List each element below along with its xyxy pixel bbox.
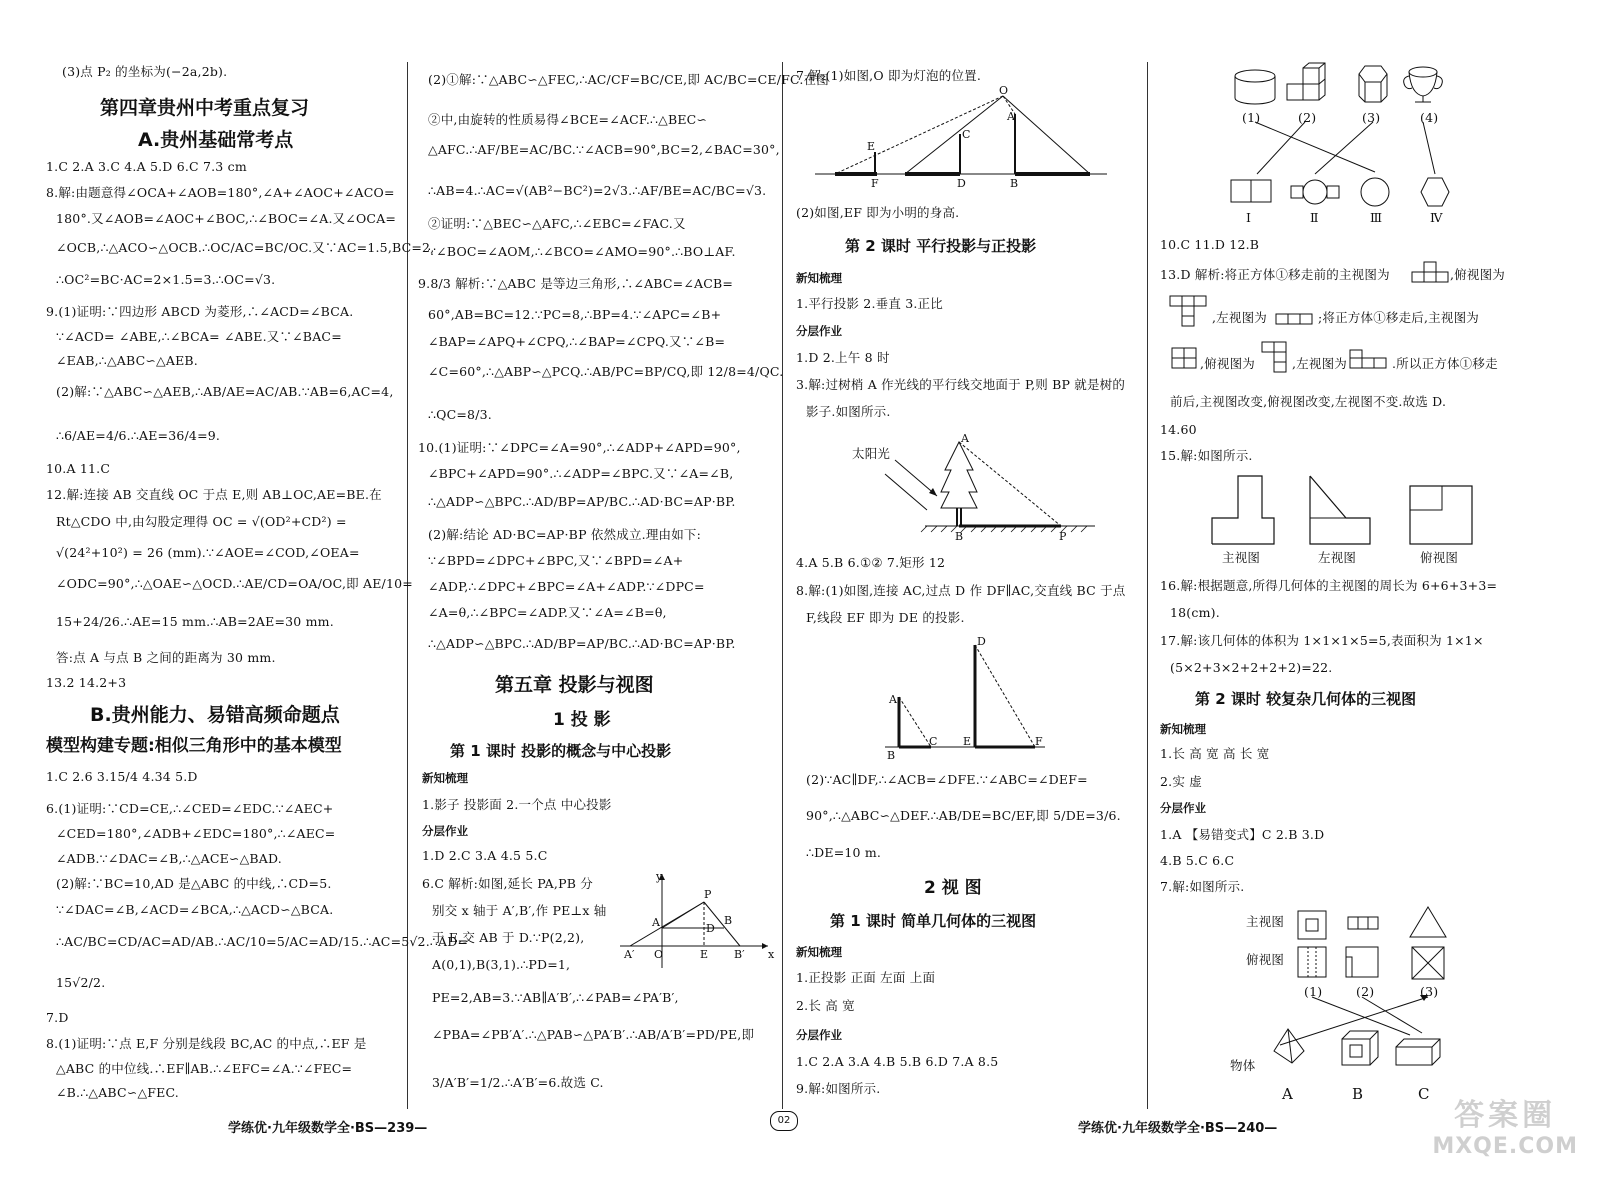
text-line: ②中,由旋转的性质易得∠BCE=∠ACF.∴△BEC∽	[428, 112, 708, 127]
inline-view-icon	[1262, 342, 1290, 376]
text-line: 6.C 解析:如图,延长 PA,PB 分	[422, 876, 593, 891]
svg-text:F: F	[1035, 735, 1043, 748]
model-topic-title: 模型构建专题:相似三角形中的基本模型	[46, 736, 342, 756]
label-view-2: Ⅱ	[1310, 210, 1319, 225]
label-shape-4: (4)	[1420, 110, 1439, 125]
text-line: 90°,∴△ABC∽△DEF.∴AB/DE=BC/EF,即 5/DE=3/6.	[806, 808, 1121, 823]
answer-line: 1.C 2.A 3.C 4.A 5.D 6.C 7.3 cm	[46, 159, 247, 174]
label-view-4: Ⅳ	[1430, 210, 1443, 225]
text-line: ∴△ADP∽△BPC.∴AD/BP=AP/BC.∴AD·BC=AP·BP.	[428, 636, 736, 651]
svg-text:A: A	[652, 916, 660, 929]
svg-text:E: E	[963, 735, 972, 748]
column-divider-2	[782, 62, 783, 1109]
text-line: ∴6/AE=4/6.∴AE=36/4=9.	[56, 428, 221, 443]
lesson-2-title: 第 2 课时 平行投影与正投影	[845, 237, 1037, 255]
label-top-view-row: 俯视图	[1246, 952, 1285, 967]
text-line: PE=2,AB=3.∵AB∥A′B′,∴∠PAB=∠PA′B′,	[432, 990, 679, 1005]
answer-line: 10.A 11.C	[46, 461, 111, 476]
section-b-title: B.贵州能力、易错高频命题点	[90, 704, 340, 726]
answer-line: 13.2 14.2+3	[46, 675, 127, 690]
text-line: 9.(1)证明:∵四边形 ABCD 为菱形,∴∠ACD=∠BCA.	[46, 304, 354, 319]
text-line: 18(cm).	[1170, 605, 1220, 620]
svg-text:F: F	[871, 177, 879, 190]
section-2-title: 2 视 图	[924, 878, 982, 898]
text-line: .所以正方体①移走	[1392, 356, 1498, 371]
text-line: √(24²+10²) = 26 (mm).∵∠AOE=∠COD,∠OEA=	[56, 545, 360, 560]
text-line: (2)①解:∵△ABC∽△FEC,∴AC/CF=BC/CE,即 AC/BC=CE/FC.在图	[428, 72, 829, 87]
label-view-1: Ⅰ	[1246, 210, 1252, 225]
text-line: Rt△CDO 中,由勾股定理得 OC = √(OD²+CD²) =	[56, 514, 347, 529]
lesson-1-title: 第 1 课时 投影的概念与中心投影	[450, 742, 672, 760]
text-line: 1.影子 投影面 2.一个点 中心投影	[422, 797, 612, 812]
label-col-3: (3)	[1420, 984, 1439, 999]
three-views-figure	[1210, 472, 1490, 547]
text-line: ∠OCB,∴△ACO∽△OCB.∴OC/AC=BC/OC.又∵AC=1.5,BC=2,	[56, 240, 435, 255]
text-line: 8.解:(1)如图,连接 AC,过点 D 作 DF∥AC,交直线 BC 于点	[796, 583, 1126, 598]
text-line: 9.解:如图所示.	[796, 1081, 881, 1096]
svg-text:x: x	[768, 948, 775, 961]
answer-line: 1.C 2.6 3.15/4 4.34 5.D	[46, 769, 198, 784]
label-top-view: 俯视图	[1420, 550, 1459, 565]
label-shape-2: (2)	[1298, 110, 1317, 125]
text-line: ∵∠BPD=∠DPC+∠BPC,又∵∠BPD=∠A+	[428, 553, 684, 568]
text-line: 15+24/26.∴AE=15 mm.∴AB=2AE=30 mm.	[56, 614, 334, 629]
label-objects: 物体	[1230, 1058, 1256, 1073]
answer-line: 7.D	[46, 1010, 69, 1025]
answer-line: 4.A 5.B 6.①② 7.矩形 12	[796, 555, 946, 570]
text-line: ∴AB=4.∴AC=√(AB²−BC²)=2√3.∴AF/BE=AC/BC=√3.	[428, 183, 767, 198]
svg-text:E: E	[867, 140, 876, 153]
svg-text:A′: A′	[624, 948, 635, 961]
answer-line: 1.A 【易错变式】C 2.B 3.D	[1160, 827, 1325, 842]
text-line: 3.解:过树梢 A 作光线的平行线交地面于 P,则 BP 就是树的	[796, 377, 1126, 392]
text-line: ∠C=60°,∴△ABP∽△PCQ.∴AB/PC=BP/CQ,即 12/8=4/QC.	[428, 364, 784, 379]
lesson-3-title: 第 1 课时 简单几何体的三视图	[830, 912, 1037, 930]
svg-text:D: D	[706, 922, 715, 935]
sunlight-label: 太阳光	[852, 446, 891, 461]
text-line: ;将正方体①移走后,主视图为	[1318, 310, 1479, 325]
inline-view-icon	[1170, 296, 1210, 332]
text-line: 17.解:该几何体的体积为 1×1×1×5=5,表面积为 1×1×	[1160, 633, 1484, 648]
subheading-homework: 分层作业	[1160, 801, 1206, 815]
subheading-new-knowledge: 新知梳理	[796, 945, 842, 959]
text-line: ∵∠DAC=∠B,∠ACD=∠BCA,∴△ACD∽△BCA.	[56, 902, 334, 917]
subheading-new-knowledge: 新知梳理	[422, 771, 468, 785]
inline-view-icon	[1172, 348, 1198, 370]
text-line: ∠A=θ,∴∠BPC=∠ADP.又∵∠A=∠B=θ,	[428, 605, 667, 620]
text-line: 1.平行投影 2.垂直 3.正比	[796, 296, 943, 311]
watermark-url: MXQE.COM	[1432, 1134, 1578, 1159]
text-line: ∠EAB,∴△ABC∽△AEB.	[56, 353, 198, 368]
label-col-1: (1)	[1304, 984, 1323, 999]
section-1-title: 1 投 影	[553, 710, 611, 730]
text-line: 7.解:(1)如图,O 即为灯泡的位置.	[796, 68, 982, 83]
text-line: 6.(1)证明:∵CD=CE,∴∠CED=∠EDC.∵∠AEC+	[46, 801, 334, 816]
footer-center-number: 02	[777, 1115, 791, 1126]
answer-line: 1.D 2.C 3.A 4.5 5.C	[422, 848, 548, 863]
text-line: A(0,1),B(3,1).∴PD=1,	[432, 957, 571, 972]
text-line: ,俯视图为	[1450, 267, 1505, 282]
svg-text:B: B	[724, 914, 733, 927]
text-line: (2)如图,EF 即为小明的身高.	[796, 205, 960, 220]
text-line: 180°.又∠AOB=∠AOC+∠BOC,∴∠BOC=∠A.又∠OCA=	[56, 211, 397, 226]
label-object-c: C	[1418, 1085, 1430, 1103]
label-shape-3: (3)	[1362, 110, 1381, 125]
text-line: ∠CED=180°,∠ADB+∠EDC=180°,∴∠AEC=	[56, 826, 336, 841]
label-left-view: 左视图	[1318, 550, 1357, 565]
svg-text:A: A	[889, 693, 897, 706]
watermark-text: 答案圈	[1454, 1098, 1557, 1133]
inline-view-icon	[1350, 350, 1390, 372]
text-line: 别交 x 轴于 A′,B′,作 PE⊥x 轴	[432, 903, 607, 918]
text-line: 15√2/2.	[56, 975, 106, 990]
svg-text:D: D	[977, 635, 986, 648]
inline-view-icon	[1276, 306, 1316, 328]
text-line: ∴QC=8/3.	[428, 407, 492, 422]
text-line: 2.实 虚	[1160, 774, 1202, 789]
footer-right-page-number: 学练优·九年级数学全·BS—240—	[1078, 1121, 1278, 1136]
text-line: F,线段 EF 即为 DE 的投影.	[806, 610, 965, 625]
answer-line: 4.B 5.C 6.C	[1160, 853, 1235, 868]
svg-text:B: B	[955, 530, 964, 543]
text-line: 60°,AB=BC=12.∵PC=8,∴BP=4.∵∠APC=∠B+	[428, 307, 722, 322]
text-line: ,左视图为	[1292, 356, 1347, 371]
text-line: ∴OC²=BC·AC=2×1.5=3.∴OC=√3.	[56, 272, 276, 287]
footer-center-badge	[770, 1111, 798, 1131]
section-a-title: A.贵州基础常考点	[138, 129, 294, 151]
subheading-homework: 分层作业	[422, 824, 468, 838]
text-line: 于 E,交 AB 于 D.∵P(2,2),	[432, 930, 585, 945]
coordinate-figure	[620, 870, 775, 970]
subheading-new-knowledge: 新知梳理	[796, 271, 842, 285]
text-line: (2)解:∵BC=10,AD 是△ABC 的中线,∴CD=5.	[56, 876, 332, 891]
subheading-homework: 分层作业	[796, 324, 842, 338]
tree-shadow-figure	[855, 430, 1105, 545]
text-line: 7.解:如图所示.	[1160, 879, 1245, 894]
text-line: ∠B.∴△ABC∽△FEC.	[56, 1085, 179, 1100]
svg-text:C: C	[929, 735, 938, 748]
svg-text:P: P	[704, 888, 712, 901]
subheading-new-knowledge: 新知梳理	[1160, 722, 1206, 736]
watermark-logo	[1432, 1090, 1578, 1159]
chapter-5-title: 第五章 投影与视图	[495, 674, 654, 696]
chapter-4-title: 第四章贵州中考重点复习	[100, 97, 310, 119]
column-divider-3	[1147, 62, 1148, 1109]
label-front-view-row: 主视图	[1246, 914, 1285, 929]
text-line: ∴DE=10 m.	[806, 845, 882, 860]
text-line: 10.(1)证明:∵∠DPC=∠A=90°,∴∠ADP+∠APD=90°,	[418, 440, 741, 455]
matching-solids-figure	[1225, 62, 1545, 227]
svg-text:A: A	[1007, 110, 1015, 123]
answer-line: 10.C 11.D 12.B	[1160, 237, 1260, 252]
svg-text:y: y	[656, 870, 663, 883]
text-line: (3)点 P₂ 的坐标为(−2a,2b).	[62, 64, 228, 79]
text-line: ②证明:∵△BEC∽△AFC,∴∠EBC=∠FAC.又	[428, 216, 686, 231]
text-line: 8.(1)证明:∵点 E,F 分别是线段 BC,AC 的中点,∴EF 是	[46, 1036, 367, 1051]
svg-text:A: A	[961, 432, 969, 445]
label-shape-1: (1)	[1242, 110, 1261, 125]
inline-view-icon	[1412, 262, 1448, 284]
text-line: 8.解:由题意得∠OCA+∠AOB=180°,∠A+∠AOC+∠ACO=	[46, 185, 395, 200]
text-line: 前后,主视图改变,俯视图改变,左视图不变.故选 D.	[1170, 394, 1447, 409]
text-line: 12.解:连接 AB 交直线 OC 于点 E,则 AB⊥OC,AE=BE.在	[46, 487, 382, 502]
text-line: ∴AC/BC=CD/AC=AD/AB.∴AC/10=5/AC=AD/15.∴AC=5√2.∴AD=	[56, 934, 469, 949]
text-line: 1.长 高 宽 高 长 宽	[1160, 746, 1270, 761]
answer-line: 14.60	[1160, 422, 1197, 437]
svg-text:B: B	[1010, 177, 1019, 190]
text-line: ∠ODC=90°,∴△OAE∽△OCD.∴AE/CD=OA/OC,即 AE/10=	[56, 576, 413, 591]
text-line: ∠BPC+∠APD=90°.∴∠ADP=∠BPC.又∵∠A=∠B,	[428, 466, 734, 481]
svg-text:B′: B′	[734, 948, 745, 961]
svg-text:O: O	[999, 84, 1009, 97]
label-object-b: B	[1352, 1085, 1364, 1103]
svg-text:C: C	[962, 128, 971, 141]
text-line: ,左视图为	[1212, 310, 1267, 325]
text-line: ,俯视图为	[1200, 356, 1255, 371]
projection-de-figure	[885, 635, 1065, 760]
text-line: (2)解:∵△ABC∽△AEB,∴AB/AE=AC/AB.∵AB=6,AC=4,	[56, 384, 394, 399]
text-line: ∠ADP,∴∠DPC+∠BPC=∠A+∠ADP.∵∠DPC=	[428, 579, 705, 594]
text-line: (2)∵AC∥DF,∴∠ACB=∠DFE.∵∠ABC=∠DEF=	[806, 772, 1088, 787]
text-line: 1.正投影 正面 左面 上面	[796, 970, 936, 985]
text-line: 13.D 解析:将正方体①移走前的主视图为	[1160, 267, 1390, 282]
svg-text:O: O	[654, 948, 664, 961]
answer-line: 1.C 2.A 3.A 4.B 5.B 6.D 7.A 8.5	[796, 1054, 999, 1069]
text-line: 2.长 高 宽	[796, 998, 855, 1013]
text-line: 影子.如图所示.	[806, 404, 891, 419]
answer-line: 1.D 2.上午 8 时	[796, 350, 890, 365]
svg-text:D: D	[957, 177, 966, 190]
text-line: 15.解:如图所示.	[1160, 448, 1253, 463]
text-line: (2)解:结论 AD·BC=AP·BP 依然成立.理由如下:	[428, 527, 702, 542]
text-line: △AFC.∴AF/BE=AC/BC.∵∠ACB=90°,BC=2,∠BAC=30°,	[428, 142, 780, 157]
text-line: ∠BAP=∠APQ+∠CPQ,∴∠BAP=∠CPQ.又∵∠B=	[428, 334, 726, 349]
text-line: 答:点 A 与点 B 之间的距离为 30 mm.	[56, 650, 276, 665]
text-line: 16.解:根据题意,所得几何体的主视图的周长为 6+6+3+3=	[1160, 578, 1498, 593]
text-line: (5×2+3×2+2+2+2)=22.	[1170, 660, 1333, 675]
svg-text:B: B	[887, 749, 896, 762]
lamp-projection-figure	[815, 84, 1115, 190]
text-line: ∠PBA=∠PB′A′.∴△PAB∽△PA′B′.∴AB/A′B′=PD/PE,即	[432, 1027, 755, 1042]
svg-text:E: E	[700, 948, 709, 961]
object-views-matching-figure	[1290, 905, 1510, 1075]
text-line: ∠ADB.∵∠DAC=∠B,∴△ACE∽△BAD.	[56, 851, 282, 866]
text-line: △ABC 的中位线.∴EF∥AB.∴∠EFC=∠A.∵∠FEC=	[56, 1061, 353, 1076]
label-object-a: A	[1282, 1085, 1294, 1103]
text-line: 9.8/3 解析:∵△ABC 是等边三角形,∴∠ABC=∠ACB=	[418, 276, 734, 291]
text-line: ∵∠BOC=∠AOM,∴∠BCO=∠AMO=90°.∴BO⊥AF.	[428, 244, 736, 259]
subheading-homework: 分层作业	[796, 1028, 842, 1042]
footer-left-page-number: 学练优·九年级数学全·BS—239—	[228, 1121, 428, 1136]
label-front-view: 主视图	[1222, 550, 1261, 565]
label-view-3: Ⅲ	[1370, 210, 1383, 225]
lesson-2-complex-title: 第 2 课时 较复杂几何体的三视图	[1195, 690, 1417, 708]
text-line: ∵∠ACD= ∠ABE,∴∠BCA= ∠ABE.又∵∠BAC=	[56, 329, 342, 344]
text-line: ∴△ADP∽△BPC.∴AD/BP=AP/BC.∴AD·BC=AP·BP.	[428, 494, 736, 509]
text-line: 3/A′B′=1/2.∴A′B′=6.故选 C.	[432, 1075, 604, 1090]
svg-text:P: P	[1059, 530, 1067, 543]
label-col-2: (2)	[1356, 984, 1375, 999]
